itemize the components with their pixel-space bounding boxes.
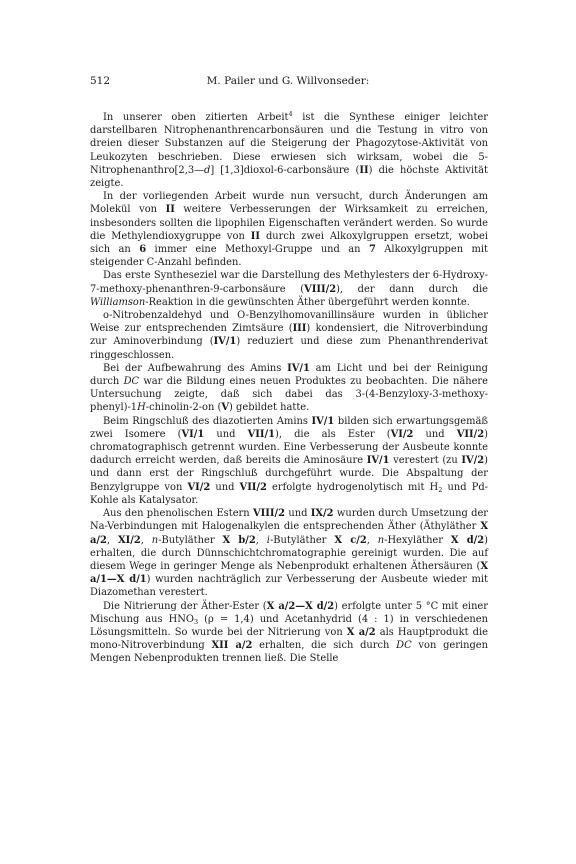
text-run: Das erste Syntheseziel war die Darstellung des Methylesters der 6-Hydroxy-7-methoxy-phenanthren-9-carbonsäure (	[90, 270, 488, 295]
text-run: ) erhalten, die durch Dünnschichtchromatographie gereinigt wurden. Die auf diesem Wege in geringer Menge als Nebenprodukt erhaltenen Äthersäuren (	[90, 534, 489, 572]
subscript: 2	[438, 485, 443, 494]
text-run: ) und dann erst der Ringschluß durchgeführt wurde. Die Abspaltung der Benzylgruppe von	[90, 455, 489, 493]
text-run: ), die als Ester (	[274, 428, 391, 440]
text-run: ] [1,3]dioxol-6-carbonsäure (	[210, 164, 360, 176]
compound-reference: IV/1	[287, 362, 310, 374]
text-run: wurden durch Umsetzung der Na-Verbindungen mit Halogenalkylen die entsprechenden Äther (Äthyläther	[90, 508, 489, 533]
text-run: ) reduziert und diese zum Phenanthrenderivat ringgeschlossen.	[90, 336, 489, 361]
text-run: bilden sich erwartungsgemäß zwei Isomere (	[90, 415, 489, 440]
text-run: ) erfolgte unter 5 °C mit einer Mischung aus HNO	[90, 600, 488, 625]
compound-reference: VIII/2	[253, 508, 285, 520]
compound-reference: 6	[139, 244, 147, 256]
paragraph	[90, 507, 488, 599]
text-run: ) gebildet hatte.	[229, 402, 310, 414]
text-run: Bei der Aufbewahrung des Amins	[103, 362, 288, 374]
text-run: -Reaktion in die gewünschten Äther übergeführt werden konnte.	[145, 296, 470, 308]
text-run: verestert (zu	[389, 455, 462, 467]
paragraph	[90, 190, 488, 269]
text-run: ) chromatographisch getrennt wurden. Eine Verbesserung der Ausbeute konnte dadurch erreicht werden, daß bereits die Aminosäure	[90, 428, 488, 467]
text-run: und	[204, 428, 248, 440]
paragraph	[90, 415, 488, 507]
text-run: erhalten, die sich durch	[252, 640, 397, 652]
compound-reference: X b/2	[222, 534, 256, 546]
text-run: -chinolin-2-on (	[145, 402, 222, 414]
text-run: erfolgte hydrogenolytisch mit H	[266, 481, 439, 493]
text-run: -Butyläther	[158, 534, 223, 546]
text-run: als Hauptprodukt die mono-Nitroverbindung	[90, 626, 488, 652]
italic-text: d	[204, 164, 211, 176]
compound-reference: XII a/2	[211, 640, 253, 652]
text-run: und Pd-Kohle als Katalysator.	[90, 481, 489, 506]
text-run: Die Nitrierung der Äther-Ester (	[103, 600, 267, 612]
compound-reference: III	[292, 323, 307, 335]
compound-reference: VI/2	[187, 481, 211, 493]
text-run: ,	[140, 534, 152, 546]
text-run: (ρ = 1,4) und Acetanhydrid (4 : 1) in verschiedenen Lösungsmitteln. So wurde bei der Nitrierung von	[90, 613, 488, 638]
text-run: ) die höchste Aktivität zeigte.	[90, 164, 488, 190]
page-header	[90, 74, 486, 88]
compound-reference: VII/1	[247, 428, 275, 440]
compound-reference: VI/2	[390, 428, 414, 440]
italic-text: Williamson	[90, 296, 146, 308]
compound-reference: 7	[368, 244, 376, 256]
compound-reference: X a/2	[90, 521, 488, 546]
text-run: ), der dann durch die	[336, 283, 488, 295]
compound-reference: II	[165, 204, 175, 216]
page-number: 512	[90, 75, 111, 87]
compound-reference: IV/1	[311, 415, 335, 427]
italic-text: H	[137, 402, 146, 414]
text-run: am Licht und bei der Reinigung durch	[90, 362, 488, 388]
text-run: ) wurden nachträglich zur Verbesserung der Ausbeute wieder mit Diazomethan verestert.	[90, 574, 489, 599]
article-body	[90, 111, 488, 666]
text-run: ) kondensiert, die Nitroverbindung zur Aminoverbindung (	[90, 323, 488, 348]
paragraph	[90, 362, 488, 415]
compound-reference: X d/2	[450, 534, 485, 546]
text-run: In der vorliegenden Arbeit wurde nun versucht, durch Änderungen am Molekül von	[90, 191, 488, 216]
text-run: ,	[106, 534, 118, 546]
text-run: durch zwei Alkoxylgruppen ersetzt, wobei sich an	[90, 230, 488, 256]
text-run: o-Nitrobenzaldehyd und O-Benzylhomovanillinsäure wurden in üblicher Weise zur entsprechenden Zimtsäure (	[90, 310, 488, 335]
italic-text: DC	[396, 640, 412, 652]
compound-reference: II	[250, 230, 261, 242]
compound-reference: IX/2	[310, 508, 334, 520]
text-run: ,	[255, 534, 267, 546]
text-run: -Butyläther	[269, 534, 335, 546]
italic-text: n	[151, 534, 159, 546]
compound-reference: VIII/2	[304, 283, 337, 295]
paragraph	[90, 111, 488, 190]
compound-reference: V	[221, 402, 230, 414]
italic-text: n	[377, 534, 385, 546]
compound-reference: XI/2	[117, 534, 141, 546]
compound-reference: X c/2	[334, 534, 367, 546]
compound-reference: X a/2—X d/2	[266, 600, 335, 612]
compound-reference: IV/1	[366, 455, 390, 467]
compound-reference: VI/1	[181, 428, 205, 440]
text-run: und	[210, 481, 240, 493]
text-run: war die Bildung eines neuen Produktes zu beobachten. Die nähere Untersuchung zeigte, daß sich dabei das 3-(4-Benzyloxy-3-methoxy-phenyl)-1	[90, 376, 488, 414]
text-run: und	[285, 508, 311, 520]
running-head: M. Pailer und G. Willvonseder:	[206, 75, 370, 87]
text-run: In unserer oben zitierten Arbeit	[103, 112, 289, 123]
text-run: Aus den phenolischen Estern	[103, 508, 253, 520]
italic-text: i	[266, 534, 270, 546]
text-run: weitere Verbesserungen der Wirksamkeit zu erreichen, insbesonders sollten die lipophilen Eigenschaften verändert werden. So wurde die Methylendioxygruppe von	[90, 204, 488, 242]
compound-reference: VII/2	[239, 481, 267, 493]
compound-reference: X a/2	[346, 626, 376, 638]
compound-reference: IV/2	[461, 455, 485, 467]
compound-reference: X a/1—X d/1	[90, 560, 488, 586]
paragraph	[90, 309, 488, 362]
compound-reference: VII/2	[456, 428, 485, 440]
text-run: -Hexyläther	[384, 534, 451, 546]
text-run: Beim Ringschluß des diazotierten Amins	[103, 415, 312, 427]
text-run: ist die Synthese einiger leichter darstellbaren Nitrophenanthrencarbonsäuren und die Testung in vitro von dreien dieser Substanzen auf die Steigerung der Phagozytose-Aktivität von Leukozyten beschrieben. Diese erwiesen sich wirksam, wobei die 5-Nitrophenanthro[2,3—	[90, 112, 488, 176]
paragraph	[90, 269, 488, 309]
subscript: 3	[193, 617, 199, 626]
italic-text: DC	[123, 376, 140, 388]
compound-reference: IV/1	[213, 336, 237, 348]
text-run: von geringen Mengen Nebenprodukten trennen ließ. Die Stelle	[90, 640, 488, 665]
text-run: Alkoxylgruppen mit steigender C-Anzahl befinden.	[90, 244, 488, 269]
text-run: immer eine Methoxyl-Gruppe und an	[146, 244, 369, 256]
footnote-reference: 4	[288, 110, 293, 118]
text-run: und	[413, 428, 457, 440]
paragraph	[90, 600, 488, 666]
text-run: ,	[366, 534, 378, 546]
compound-reference: II	[359, 164, 369, 176]
